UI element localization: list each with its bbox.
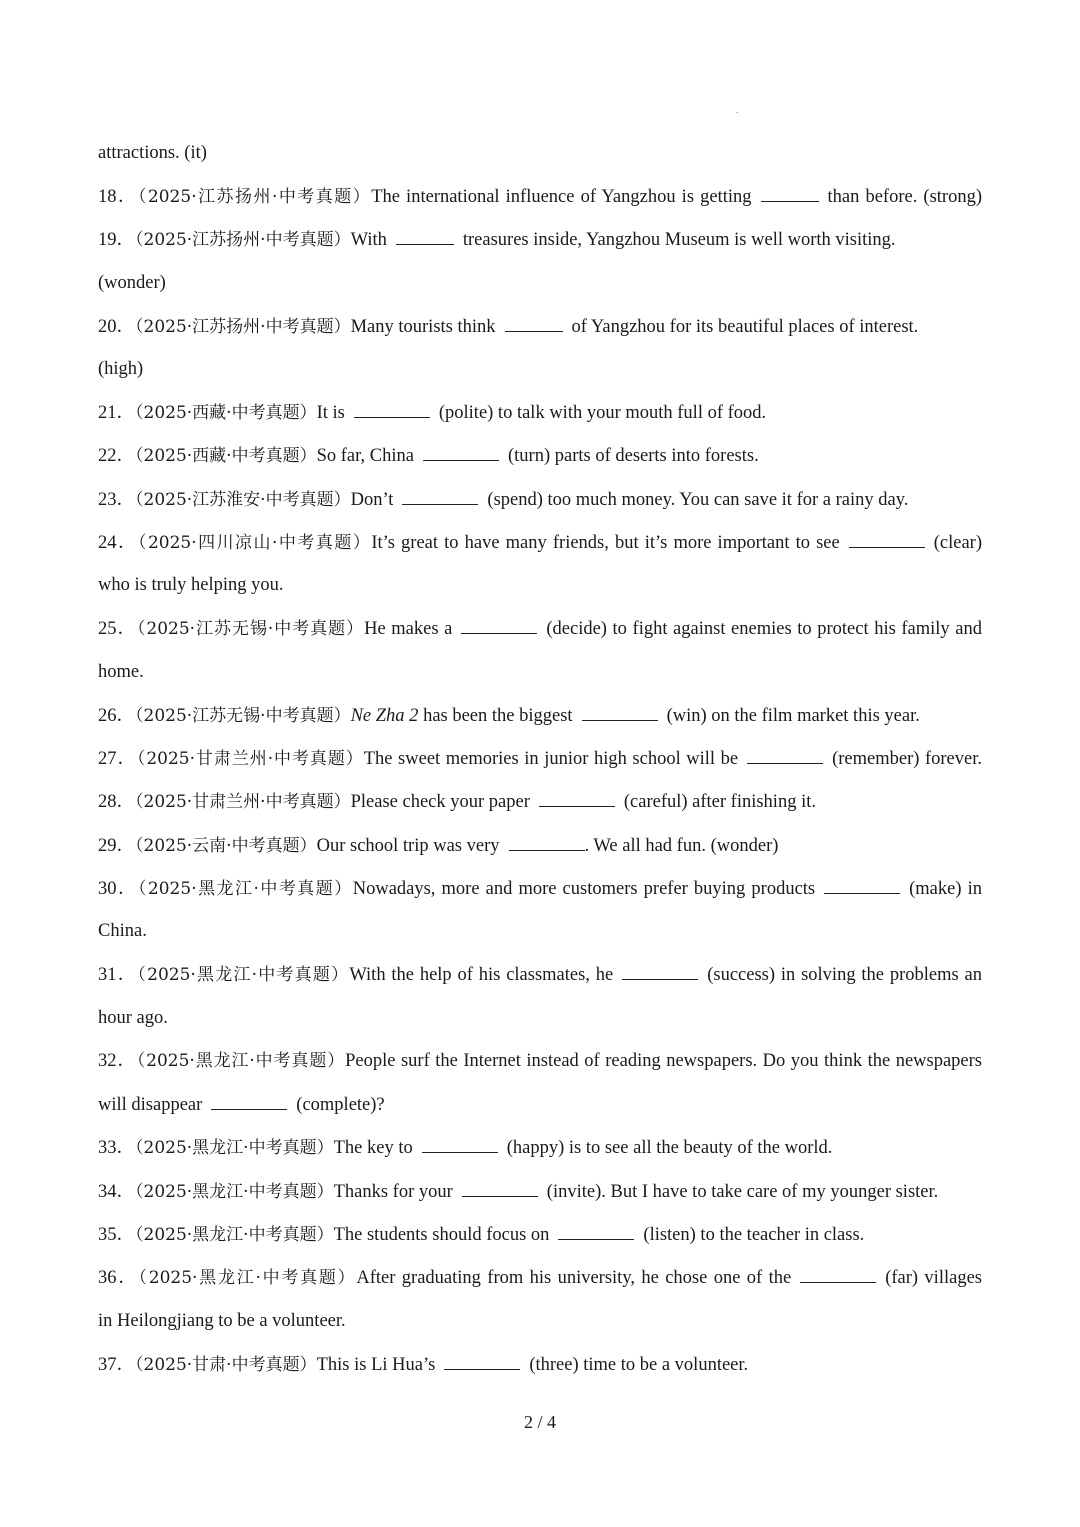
question-source: （2025·黑龙江·中考真题） [138,1268,357,1288]
answer-blank[interactable] [824,875,900,894]
question-text: Our school trip was very [316,836,500,856]
answer-blank[interactable] [422,1134,498,1153]
question-number: 35． [98,1225,136,1245]
question-number: 28． [98,792,136,812]
answer-blank[interactable] [761,183,819,202]
question-number: 24． [98,533,138,553]
carryover-line: attractions. (it) [98,143,207,163]
question-37 [98,1351,982,1378]
question-source: （2025·江苏淮安·中考真题） [135,490,351,510]
question-number: 21． [98,403,136,423]
question-25 [98,615,982,642]
question-number: 25． [98,619,137,639]
question-number: 18． [98,187,138,207]
question-text: (success) in solving the problems an [707,965,982,985]
question-text: will disappear [98,1095,203,1115]
question-number: 33． [98,1138,136,1158]
question-20-cont: (high) [98,359,144,379]
answer-blank[interactable] [558,1221,634,1240]
question-35 [98,1221,982,1248]
question-text: (invite). But I have to take care of my younger sister. [546,1182,939,1202]
question-number: 22． [98,446,136,466]
question-text: (polite) to talk with your mouth full of food. [438,403,767,423]
answer-blank[interactable] [509,832,585,851]
answer-blank[interactable] [402,486,478,505]
question-36-cont: in Heilongjiang to be a volunteer. [98,1311,346,1331]
question-text: of Yangzhou for its beautiful places of interest. [571,317,919,337]
question-source: （2025·西藏·中考真题） [135,446,317,466]
question-text: (win) on the film market this year. [666,706,920,726]
page-number: 2 / 4 [523,1412,556,1432]
question-30-cont: China. [98,921,147,941]
question-23 [98,486,982,513]
question-text: With the help of his classmates, he [349,965,614,985]
question-source: （2025·黑龙江·中考真题） [135,1138,334,1158]
question-number: 36． [98,1268,139,1288]
question-text: Many tourists think [350,317,496,337]
question-25-cont: home. [98,662,144,682]
question-31 [98,961,982,988]
answer-blank[interactable] [622,961,698,980]
question-text: (listen) to the teacher in class. [643,1225,865,1245]
answer-blank[interactable] [462,1178,538,1197]
answer-blank[interactable] [461,615,537,634]
question-text: Don’t [350,490,394,510]
question-source: （2025·西藏·中考真题） [135,403,317,423]
question-text: than before. (strong) [827,187,982,207]
question-26 [98,702,982,729]
answer-blank[interactable] [800,1264,876,1283]
question-text: People surf the Internet instead of reading newspapers. Do you think the newspapers [345,1051,982,1071]
question-text: (remember) forever. [832,749,982,769]
question-number: 37． [98,1355,136,1375]
question-33 [98,1134,982,1161]
question-32 [98,1048,982,1074]
question-source: （2025·江苏扬州·中考真题） [137,187,372,207]
question-text: (turn) parts of deserts into forests. [508,446,759,466]
question-source: （2025·甘肃兰州·中考真题） [135,792,351,812]
answer-blank[interactable] [354,399,430,418]
question-text: With [350,230,387,250]
answer-blank[interactable] [849,529,925,548]
answer-blank[interactable] [396,226,454,245]
question-text: Please check your paper [350,792,530,812]
question-source: （2025·四川凉山·中考真题） [137,533,372,553]
answer-blank[interactable] [582,702,658,721]
question-text: The international influence of Yangzhou is getting [371,187,752,207]
answer-blank[interactable] [423,442,499,461]
question-text: (clear) [933,533,982,553]
question-text: It is [316,403,345,423]
question-text: The sweet memories in junior high school will be [363,749,739,769]
question-number: 32． [98,1051,137,1071]
question-19-cont: (wonder) [98,273,166,293]
question-text: So far, China [316,446,414,466]
answer-blank[interactable] [505,313,563,332]
answer-blank[interactable] [444,1351,520,1370]
question-text: (careful) after finishing it. [623,792,816,812]
question-text: The key to [333,1138,413,1158]
question-source: （2025·黑龙江·中考真题） [137,965,350,985]
question-source: （2025·黑龙江·中考真题） [135,1225,334,1245]
question-source: （2025·江苏无锡·中考真题） [135,706,351,726]
question-29 [98,832,982,859]
question-text: This is Li Hua’s [316,1355,436,1375]
question-source: （2025·云南·中考真题） [135,836,317,856]
question-19 [98,226,982,253]
answer-blank[interactable] [211,1091,287,1110]
question-21 [98,399,982,426]
question-text: It’s great to have many friends, but it’s more important to see [371,533,840,553]
question-number: 20． [98,317,136,337]
question-number: 26． [98,706,136,726]
question-18 [98,183,982,210]
question-text: (complete)? [296,1095,385,1115]
question-source: （2025·甘肃·中考真题） [135,1355,317,1375]
question-text: Thanks for your [333,1182,453,1202]
question-24 [98,529,982,556]
question-source: （2025·黑龙江·中考真题） [136,1051,346,1071]
question-text: (spend) too much money. You can save it for a rainy day. [487,490,909,510]
question-36 [98,1264,982,1291]
question-number: 30． [98,879,138,899]
question-text: (make) in [909,879,982,899]
question-text: He makes a [364,619,453,639]
question-number: 34． [98,1182,136,1202]
answer-blank[interactable] [539,788,615,807]
question-24-cont: who is truly helping you. [98,575,284,595]
question-source: （2025·甘肃兰州·中考真题） [136,749,364,769]
question-22 [98,442,982,469]
question-source: （2025·江苏扬州·中考真题） [135,317,351,337]
question-source: （2025·黑龙江·中考真题） [135,1182,334,1202]
question-text: (happy) is to see all the beauty of the world. [506,1138,833,1158]
question-28 [98,788,982,815]
question-text: Nowadays, more and more customers prefer buying products [352,879,816,899]
answer-blank[interactable] [747,745,823,764]
question-text: (decide) to fight against enemies to protect his family and [546,619,982,639]
question-32-cont [98,1091,982,1118]
question-source: （2025·江苏扬州·中考真题） [135,230,351,250]
question-20 [98,313,982,340]
question-text: . We all had fun. (wonder) [584,836,779,856]
question-30 [98,875,982,902]
film-title: Ne Zha 2 [350,706,419,726]
question-number: 31． [98,965,138,985]
question-text: treasures inside, Yangzhou Museum is well worth visiting. [462,230,896,250]
question-number: 23． [98,490,136,510]
question-text: The students should focus on [333,1225,550,1245]
question-source: （2025·江苏无锡·中考真题） [136,619,365,639]
question-text: After graduating from his university, he chose one of the [356,1268,792,1288]
question-text: (far) villages [885,1268,982,1288]
question-source: （2025·黑龙江·中考真题） [137,879,353,899]
question-31-cont: hour ago. [98,1008,168,1028]
question-34 [98,1178,982,1205]
question-number: 29． [98,836,136,856]
question-text: has been the biggest [423,706,573,726]
question-number: 27． [98,749,137,769]
question-number: 19． [98,230,136,250]
question-text: (three) time to be a volunteer. [529,1355,749,1375]
question-27 [98,745,982,772]
scan-dot [736,112,738,113]
